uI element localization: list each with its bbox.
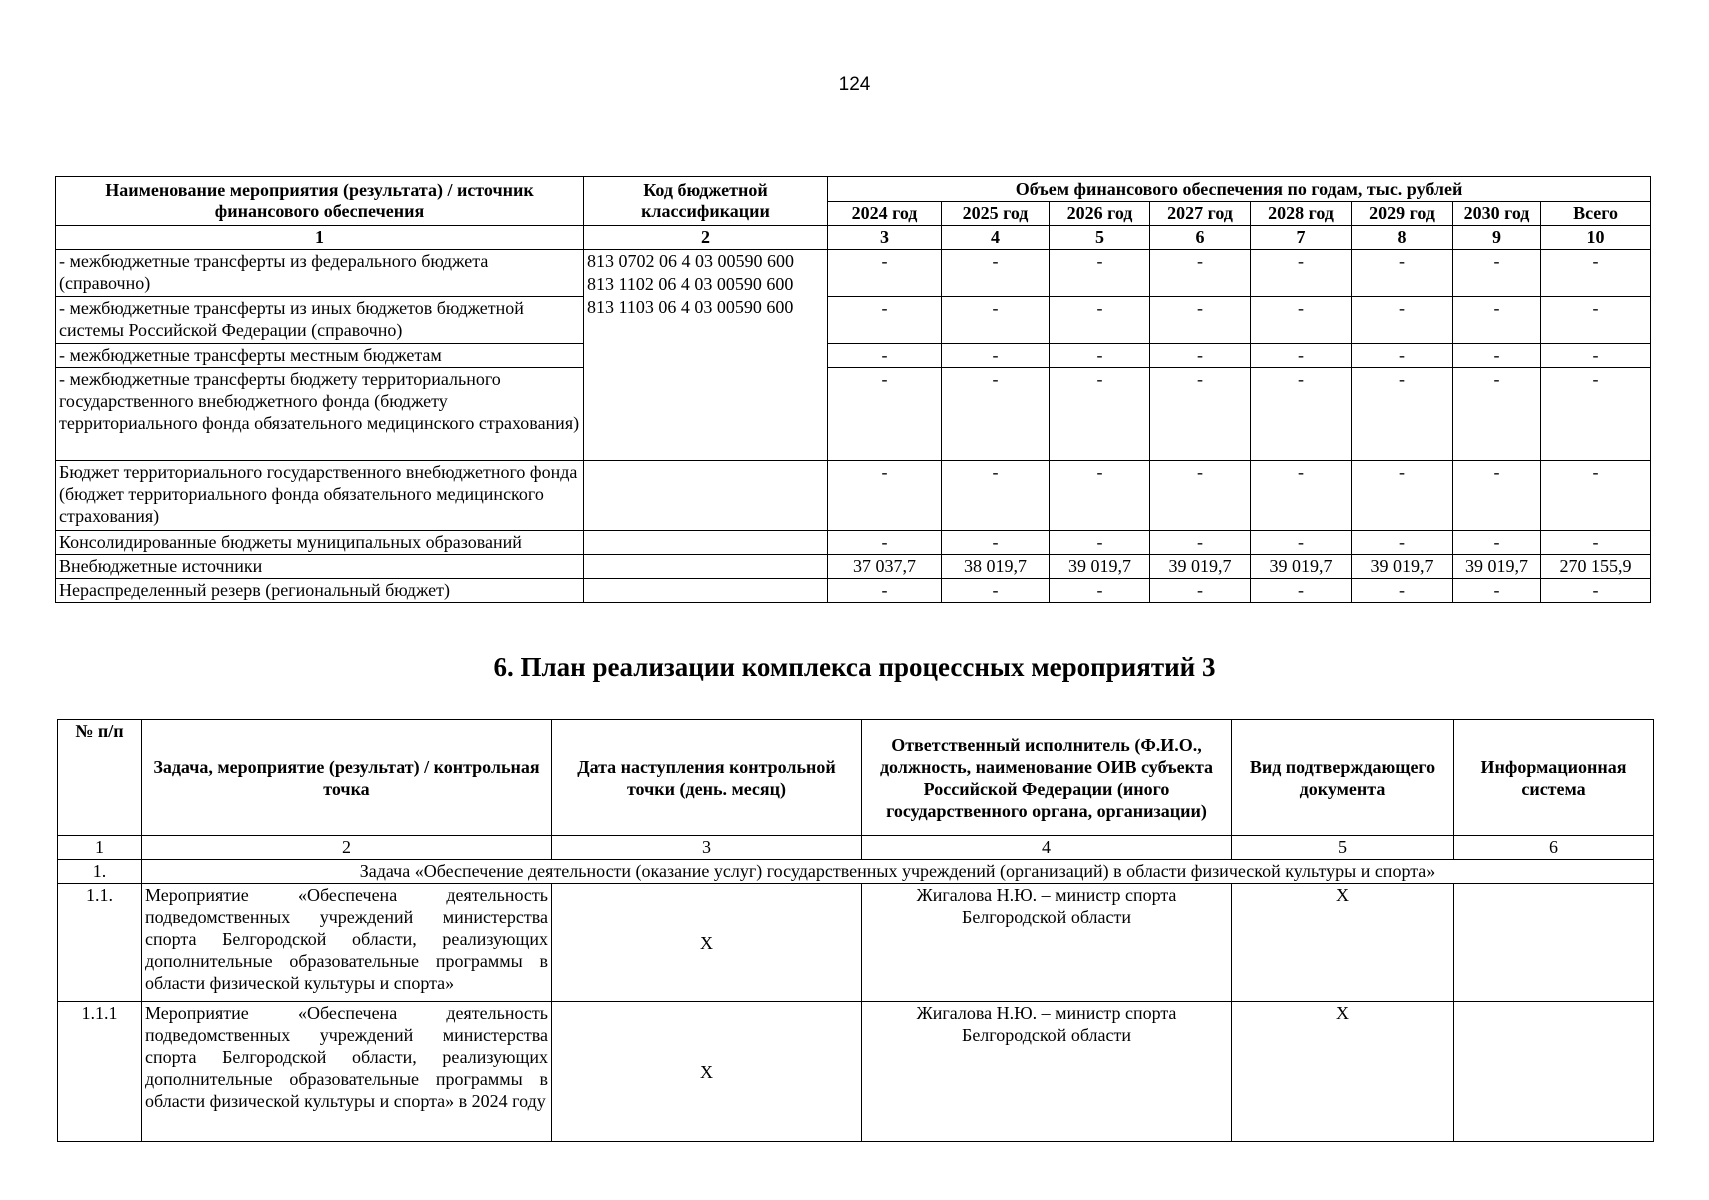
value-cell: -	[1352, 250, 1453, 297]
column-number: 3	[552, 836, 862, 860]
value-cell: -	[1050, 297, 1150, 344]
row-number: 1.	[58, 860, 142, 884]
value-cell: -	[1150, 250, 1251, 297]
column-number: 6	[1150, 226, 1251, 250]
value-cell: -	[1050, 579, 1150, 603]
value-cell: -	[1541, 368, 1651, 461]
row-name: Нераспределенный резерв (региональный бюджет)	[56, 579, 584, 603]
value-cell: -	[1150, 579, 1251, 603]
code-cell	[584, 531, 828, 555]
value-cell: -	[942, 368, 1050, 461]
value-cell: -	[828, 579, 942, 603]
value-cell: 39 019,7	[1251, 555, 1352, 579]
date-cell: Х	[552, 1002, 862, 1142]
value-cell: -	[1453, 344, 1541, 368]
column-number: 4	[942, 226, 1050, 250]
row-name: - межбюджетные трансферты бюджету территориального государственного внебюджетного фонда (бюджету территориального фонда обязательного медицинского страхования)	[56, 368, 584, 461]
value-cell: -	[1251, 368, 1352, 461]
value-cell: -	[1352, 531, 1453, 555]
table-row	[56, 344, 1651, 368]
row-name: Консолидированные бюджеты муниципальных образований	[56, 531, 584, 555]
column-number: 4	[862, 836, 1232, 860]
value-cell: -	[1352, 368, 1453, 461]
document-cell: Х	[1232, 884, 1454, 1002]
value-cell: -	[1453, 531, 1541, 555]
value-cell: -	[1453, 579, 1541, 603]
financing-table	[55, 176, 1651, 603]
header-date: Дата наступления контрольной точки (день. месяц)	[552, 720, 862, 836]
value-cell: -	[942, 344, 1050, 368]
table-row	[58, 884, 1654, 1002]
value-cell: -	[1150, 344, 1251, 368]
page-number: 124	[838, 74, 871, 95]
column-number: 9	[1453, 226, 1541, 250]
executor-cell: Жигалова Н.Ю. – министр спорта Белгородской области	[862, 1002, 1232, 1142]
value-cell: -	[1251, 531, 1352, 555]
header-code: Код бюджетной классификации	[584, 177, 828, 226]
value-cell: -	[1541, 531, 1651, 555]
table-row	[56, 368, 1651, 461]
value-cell: -	[1541, 461, 1651, 531]
budget-code: 813 0702 06 4 03 00590 600	[587, 251, 794, 271]
budget-code: 813 1103 06 4 03 00590 600	[587, 297, 794, 317]
value-cell: -	[1050, 250, 1150, 297]
value-cell: 270 155,9	[1541, 555, 1651, 579]
column-number: 5	[1232, 836, 1454, 860]
document-cell: Х	[1232, 1002, 1454, 1142]
value-cell: -	[1453, 250, 1541, 297]
value-cell: -	[1251, 461, 1352, 531]
column-number: 2	[142, 836, 552, 860]
column-number: 3	[828, 226, 942, 250]
value-cell: -	[1541, 250, 1651, 297]
system-cell	[1454, 1002, 1654, 1142]
header-year: 2027 год	[1150, 202, 1251, 226]
value-cell: 38 019,7	[942, 555, 1050, 579]
value-cell: -	[942, 297, 1050, 344]
value-cell: -	[1050, 531, 1150, 555]
value-cell: -	[942, 579, 1050, 603]
value-cell: -	[1352, 579, 1453, 603]
value-cell: -	[1352, 461, 1453, 531]
row-name: - межбюджетные трансферты местным бюджетам	[56, 344, 584, 368]
column-number: 5	[1050, 226, 1150, 250]
section-title: 6. План реализации комплекса процессных мероприятий 3	[493, 652, 1216, 682]
column-number: 8	[1352, 226, 1453, 250]
code-cell	[584, 555, 828, 579]
value-cell: -	[1050, 461, 1150, 531]
row-name: - межбюджетные трансферты из федерального бюджета (справочно)	[56, 250, 584, 297]
value-cell: -	[1150, 368, 1251, 461]
value-cell: -	[1150, 297, 1251, 344]
table-row	[56, 531, 1651, 555]
value-cell: -	[1251, 344, 1352, 368]
table-row	[56, 297, 1651, 344]
header-year: 2026 год	[1050, 202, 1150, 226]
header-executor: Ответственный исполнитель (Ф.И.О., должность, наименование ОИВ субъекта Российской Федерации (иного государственного органа, организации)	[862, 720, 1232, 836]
column-number: 7	[1251, 226, 1352, 250]
value-cell: -	[828, 531, 942, 555]
column-number: 6	[1454, 836, 1654, 860]
code-cell	[584, 461, 828, 531]
implementation-plan-table	[57, 719, 1654, 1142]
header-year: 2024 год	[828, 202, 942, 226]
value-cell: -	[942, 250, 1050, 297]
value-cell: 37 037,7	[828, 555, 942, 579]
column-number: 1	[56, 226, 584, 250]
value-cell: -	[1251, 297, 1352, 344]
code-cell	[584, 579, 828, 603]
row-name: - межбюджетные трансферты из иных бюджетов бюджетной системы Российской Федерации (справочно)	[56, 297, 584, 344]
column-number: 10	[1541, 226, 1651, 250]
value-cell: -	[1541, 579, 1651, 603]
header-volume: Объем финансового обеспечения по годам, тыс. рублей	[828, 177, 1651, 202]
value-cell: -	[1050, 368, 1150, 461]
value-cell: -	[828, 250, 942, 297]
row-name: Бюджет территориального государственного внебюджетного фонда (бюджет территориального фонда обязательного медицинского страхования)	[56, 461, 584, 531]
header-document: Вид подтверждающего документа	[1232, 720, 1454, 836]
value-cell: 39 019,7	[1050, 555, 1150, 579]
task-text: Задача «Обеспечение деятельности (оказание услуг) государственных учреждений (организаций) в области физической культуры и спорта»	[142, 860, 1654, 884]
header-task: Задача, мероприятие (результат) / контрольная точка	[142, 720, 552, 836]
value-cell: -	[828, 461, 942, 531]
value-cell: -	[1453, 297, 1541, 344]
header-year: 2030 год	[1453, 202, 1541, 226]
value-cell: 39 019,7	[1453, 555, 1541, 579]
value-cell: -	[942, 531, 1050, 555]
budget-code: 813 1102 06 4 03 00590 600	[587, 274, 794, 294]
table-row	[58, 1002, 1654, 1142]
value-cell: 39 019,7	[1352, 555, 1453, 579]
table-row	[56, 555, 1651, 579]
task-row	[58, 860, 1654, 884]
value-cell: -	[828, 297, 942, 344]
header-system: Информационная система	[1454, 720, 1654, 836]
table-row	[56, 250, 1651, 297]
header-year: 2029 год	[1352, 202, 1453, 226]
value-cell: -	[1251, 250, 1352, 297]
system-cell	[1454, 884, 1654, 1002]
value-cell: -	[1150, 531, 1251, 555]
column-number: 2	[584, 226, 828, 250]
header-year: 2025 год	[942, 202, 1050, 226]
date-cell: Х	[552, 884, 862, 1002]
value-cell: -	[1541, 297, 1651, 344]
header-number: № п/п	[58, 720, 142, 836]
value-cell: -	[1352, 297, 1453, 344]
executor-cell: Жигалова Н.Ю. – министр спорта Белгородской области	[862, 884, 1232, 1002]
value-cell: -	[1541, 344, 1651, 368]
column-number: 1	[58, 836, 142, 860]
table-row	[56, 461, 1651, 531]
value-cell: -	[828, 344, 942, 368]
table-row	[56, 579, 1651, 603]
value-cell: -	[1050, 344, 1150, 368]
value-cell: -	[1453, 368, 1541, 461]
budget-codes-cell	[584, 250, 828, 461]
row-name: Внебюджетные источники	[56, 555, 584, 579]
value-cell: 39 019,7	[1150, 555, 1251, 579]
value-cell: -	[828, 368, 942, 461]
task-description: Мероприятие «Обеспечена деятельность подведомственных учреждений министерства спорта Белгородской области, реализующих дополнительные образовательные программы в области физической культуры и спорта»	[142, 884, 552, 1002]
row-number: 1.1.1	[58, 1002, 142, 1142]
row-number: 1.1.	[58, 884, 142, 1002]
header-total: Всего	[1541, 202, 1651, 226]
value-cell: -	[1251, 579, 1352, 603]
header-name: Наименование мероприятия (результата) / источник финансового обеспечения	[56, 177, 584, 226]
value-cell: -	[1453, 461, 1541, 531]
value-cell: -	[1150, 461, 1251, 531]
header-year: 2028 год	[1251, 202, 1352, 226]
value-cell: -	[1352, 344, 1453, 368]
task-description: Мероприятие «Обеспечена деятельность подведомственных учреждений министерства спорта Белгородской области, реализующих дополнительные образовательные программы в области физической культуры и спорта» в 2024 году	[142, 1002, 552, 1142]
value-cell: -	[942, 461, 1050, 531]
